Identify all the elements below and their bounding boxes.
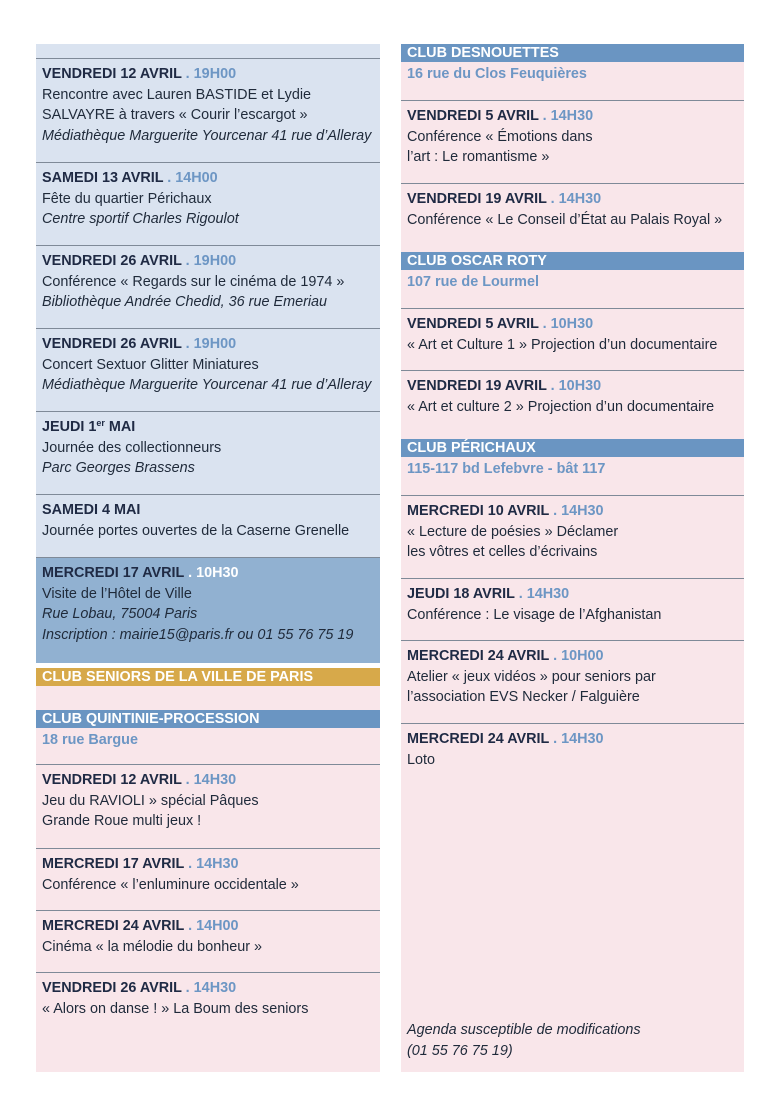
event-line: « Art et Culture 1 » Projection d’un documentaire — [407, 336, 718, 353]
event-item — [407, 106, 740, 168]
event-item — [407, 584, 740, 625]
divider — [401, 495, 744, 496]
event-line: Atelier « jeux vidéos » pour seniors par — [407, 668, 656, 685]
club-oscar-roty-address: 107 rue de Lourmel — [407, 274, 539, 290]
event-time: . 10H00 — [549, 648, 604, 664]
event-date: MERCREDI 24 AVRIL — [407, 648, 550, 664]
event-place: Bibliothèque Andrée Chedid, 36 rue Emeriau — [42, 294, 328, 311]
event-item — [42, 916, 376, 957]
event-line: Concert Sextuor Glitter Miniatures — [42, 356, 259, 373]
event-item — [407, 729, 740, 770]
footer-note — [407, 1020, 641, 1062]
event-time: . 14H00 — [184, 918, 239, 934]
club-oscar-roty-header: CLUB OSCAR ROTY — [401, 252, 744, 270]
club-quintinie-header: CLUB QUINTINIE-PROCESSION — [36, 710, 380, 728]
event-line: « Art et culture 2 » Projection d’un documentaire — [407, 398, 715, 415]
divider — [401, 578, 744, 579]
event-date: VENDREDI 12 AVRIL — [42, 66, 182, 82]
footer-disclaimer: Agenda susceptible de modifications — [407, 1022, 641, 1038]
event-date: MERCREDI 24 AVRIL — [407, 731, 550, 747]
club-quintinie-address: 18 rue Bargue — [42, 732, 138, 748]
divider — [36, 162, 380, 163]
event-item — [42, 770, 376, 832]
event-date: VENDREDI 19 AVRIL — [407, 191, 547, 207]
event-line: Jeu du RAVIOLI » spécial Pâques — [42, 792, 259, 809]
event-line: Conférence « Émotions dans — [407, 128, 593, 145]
event-time: . 10H30 — [184, 565, 239, 581]
event-item — [42, 64, 376, 147]
divider — [401, 100, 744, 101]
event-date: VENDREDI 19 AVRIL — [407, 378, 547, 394]
divider — [401, 640, 744, 641]
event-line: Cinéma « la mélodie du bonheur » — [42, 938, 262, 955]
event-line: l’association EVS Necker / Falguière — [407, 689, 640, 706]
event-time: . 14H30 — [514, 586, 570, 602]
divider — [36, 58, 380, 59]
divider — [36, 245, 380, 246]
divider — [401, 183, 744, 184]
event-place: Centre sportif Charles Rigoulot — [42, 211, 239, 228]
event-date: MERCREDI 17 AVRIL — [42, 856, 185, 872]
event-place: Médiathèque Marguerite Yourcenar 41 rue d’Alleray — [42, 128, 372, 145]
event-item — [407, 501, 740, 563]
divider — [36, 494, 380, 495]
event-time: . 14H30 — [549, 731, 604, 747]
event-item — [42, 168, 376, 230]
event-line: Loto — [407, 751, 436, 768]
right-column — [401, 44, 744, 1072]
event-line: Journée portes ouvertes de la Caserne Grenelle — [42, 522, 350, 539]
event-date: MERCREDI 24 AVRIL — [42, 918, 185, 934]
event-time: . 14H30 — [181, 772, 237, 788]
event-line: SALVAYRE à travers « Courir l’escargot » — [42, 107, 308, 124]
event-line: Conférence « Regards sur le cinéma de 1974 » — [42, 273, 345, 290]
footer-phone: (01 55 76 75 19) — [407, 1043, 513, 1059]
event-time: . 10H30 — [538, 316, 594, 332]
event-date: VENDREDI 5 AVRIL — [407, 316, 539, 332]
event-item — [42, 417, 376, 479]
left-column — [36, 44, 380, 1072]
event-date: VENDREDI 26 AVRIL — [42, 336, 182, 352]
event-date: SAMEDI 13 AVRIL — [42, 170, 164, 186]
event-date: VENDREDI 26 AVRIL — [42, 980, 182, 996]
divider — [36, 328, 380, 329]
event-place: Parc Georges Brassens — [42, 460, 195, 477]
event-date: JEUDI 1er MAI — [42, 418, 136, 435]
event-time: . 14H00 — [163, 170, 218, 186]
divider — [401, 370, 744, 371]
event-item — [407, 314, 740, 355]
club-desnouettes-header: CLUB DESNOUETTES — [401, 44, 744, 62]
event-line: « Lecture de poésies » Déclamer — [407, 523, 619, 540]
event-item — [407, 376, 740, 417]
event-time: . 14H30 — [549, 503, 604, 519]
event-line: les vôtres et celles d’écrivains — [407, 544, 598, 561]
event-time: . 19H00 — [181, 336, 237, 352]
event-item — [42, 334, 376, 396]
event-time: . 14H30 — [181, 980, 237, 996]
club-seniors-header: CLUB SENIORS DE LA VILLE DE PARIS — [36, 668, 380, 686]
event-date: VENDREDI 26 AVRIL — [42, 253, 182, 269]
event-time: . 14H30 — [546, 191, 602, 207]
event-date: MERCREDI 17 AVRIL — [42, 565, 185, 581]
event-time: . 19H00 — [181, 253, 237, 269]
event-line: l’art : Le romantisme » — [407, 149, 550, 166]
event-time: . 19H00 — [181, 66, 237, 82]
divider — [36, 910, 380, 911]
event-place: Médiathèque Marguerite Yourcenar 41 rue d’Alleray — [42, 377, 372, 394]
event-time: . 14H30 — [184, 856, 239, 872]
event-item — [42, 978, 376, 1019]
divider — [36, 848, 380, 849]
divider — [36, 972, 380, 973]
event-line: Fête du quartier Périchaux — [42, 190, 212, 207]
event-line: Grande Roue multi jeux ! — [42, 813, 202, 830]
featured-event — [42, 563, 376, 646]
event-item — [407, 646, 740, 708]
divider — [36, 764, 380, 765]
event-date: SAMEDI 4 MAI — [42, 502, 141, 518]
divider — [401, 308, 744, 309]
event-item — [407, 189, 740, 230]
club-desnouettes-address: 16 rue du Clos Feuquières — [407, 66, 587, 82]
event-line: Conférence « l’enluminure occidentale » — [42, 876, 299, 893]
event-registration: Inscription : mairie15@paris.fr ou 01 55 76 75 19 — [42, 627, 354, 644]
event-item — [42, 500, 376, 541]
divider — [36, 411, 380, 412]
divider — [36, 557, 380, 558]
event-time: . 10H30 — [546, 378, 602, 394]
club-perichaux-header: CLUB PÉRICHAUX — [401, 439, 744, 457]
event-place: Rue Lobau, 75004 Paris — [42, 606, 198, 623]
divider — [401, 723, 744, 724]
event-date: JEUDI 18 AVRIL — [407, 586, 515, 602]
event-item — [42, 251, 376, 313]
event-line: Journée des collectionneurs — [42, 439, 222, 456]
event-line: Visite de l’Hôtel de Ville — [42, 585, 192, 602]
event-line: Conférence « Le Conseil d’État au Palais Royal » — [407, 211, 723, 228]
event-item — [42, 854, 376, 895]
event-line: Conférence : Le visage de l’Afghanistan — [407, 606, 662, 623]
event-date: MERCREDI 10 AVRIL — [407, 503, 550, 519]
event-line: Rencontre avec Lauren BASTIDE et Lydie — [42, 86, 312, 103]
event-time: . 14H30 — [538, 108, 594, 124]
event-date: VENDREDI 12 AVRIL — [42, 772, 182, 788]
club-perichaux-address: 115-117 bd Lefebvre - bât 117 — [407, 461, 606, 477]
event-date: VENDREDI 5 AVRIL — [407, 108, 539, 124]
event-line: « Alors on danse ! » La Boum des seniors — [42, 1000, 309, 1017]
